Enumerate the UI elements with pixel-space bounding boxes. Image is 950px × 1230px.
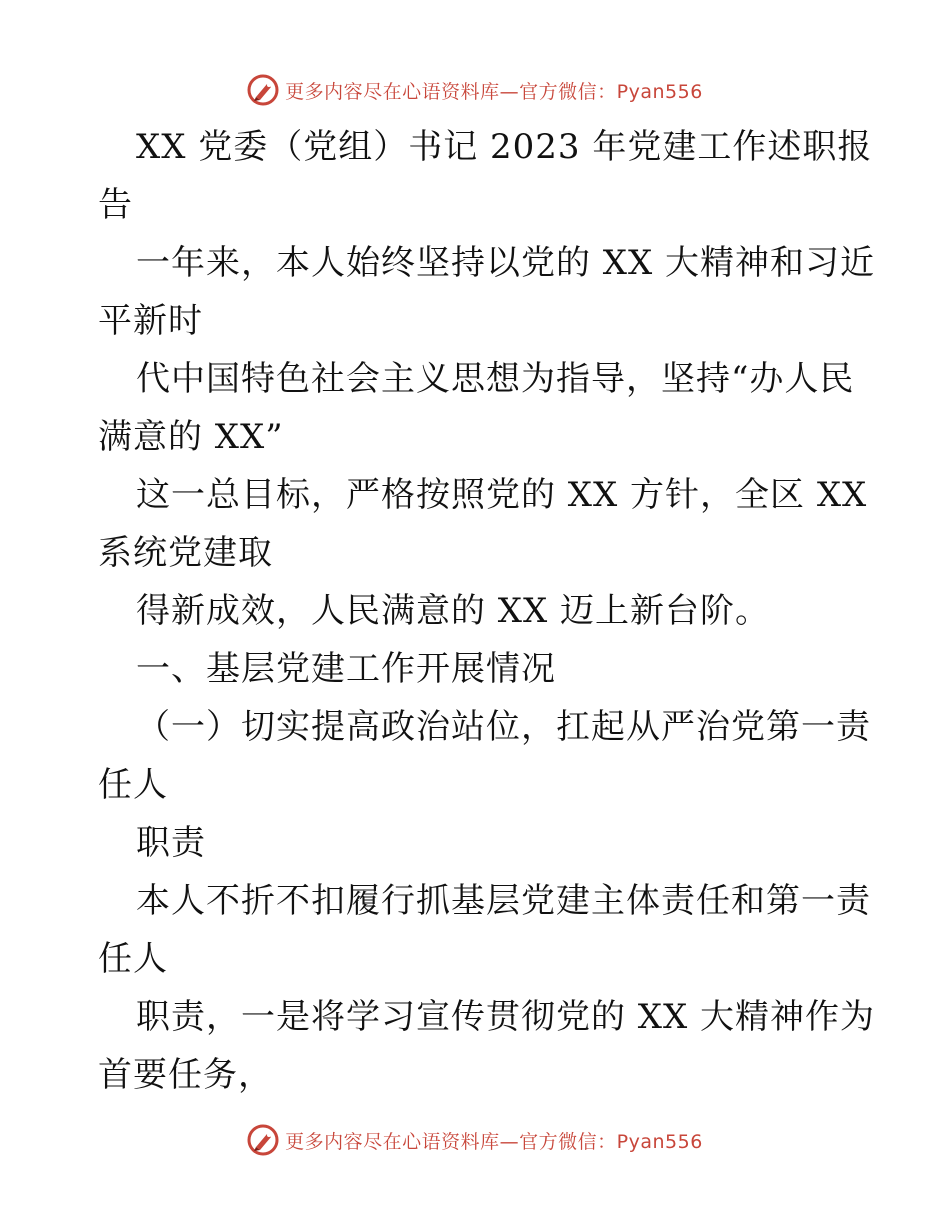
- document-line: 任人: [98, 765, 168, 805]
- header-banner: [0, 70, 950, 110]
- document-line: 满意的 XX”: [98, 417, 284, 457]
- document-line: 职责，一是将学习宣传贯彻党的 XX 大精神作为: [136, 997, 876, 1037]
- document-line: 一、基层党建工作开展情况: [136, 649, 556, 689]
- document-line: 平新时: [98, 301, 203, 341]
- footer-banner-text: 更多内容尽在心语资料库—官方微信：Pyan556: [285, 1130, 703, 1153]
- document-line: 一年来，本人始终坚持以党的 XX 大精神和习近: [136, 243, 876, 283]
- document-line: 系统党建取: [98, 533, 273, 573]
- document-line: 本人不折不扣履行抓基层党建主体责任和第一责: [136, 881, 871, 921]
- document-line: 得新成效，人民满意的 XX 迈上新台阶。: [136, 591, 771, 631]
- document-line: （一）切实提高政治站位，扛起从严治党第一责: [136, 707, 871, 747]
- document-body: [98, 118, 876, 1104]
- pen-logo-icon: [247, 74, 279, 106]
- document-line: XX 党委（党组）书记 2023 年党建工作述职报: [136, 127, 873, 167]
- document-line: 职责: [136, 823, 206, 863]
- document-line: 这一总目标，严格按照党的 XX 方针，全区 XX: [136, 475, 868, 515]
- document-line: 任人: [98, 939, 168, 979]
- document-line: 代中国特色社会主义思想为指导，坚持“办人民: [136, 359, 855, 399]
- header-banner-text: 更多内容尽在心语资料库—官方微信：Pyan556: [285, 80, 703, 103]
- pen-logo-icon: [247, 1124, 279, 1156]
- document-line: 告: [98, 185, 133, 225]
- footer-banner: [0, 1120, 950, 1160]
- document-line: 首要任务，: [98, 1055, 273, 1095]
